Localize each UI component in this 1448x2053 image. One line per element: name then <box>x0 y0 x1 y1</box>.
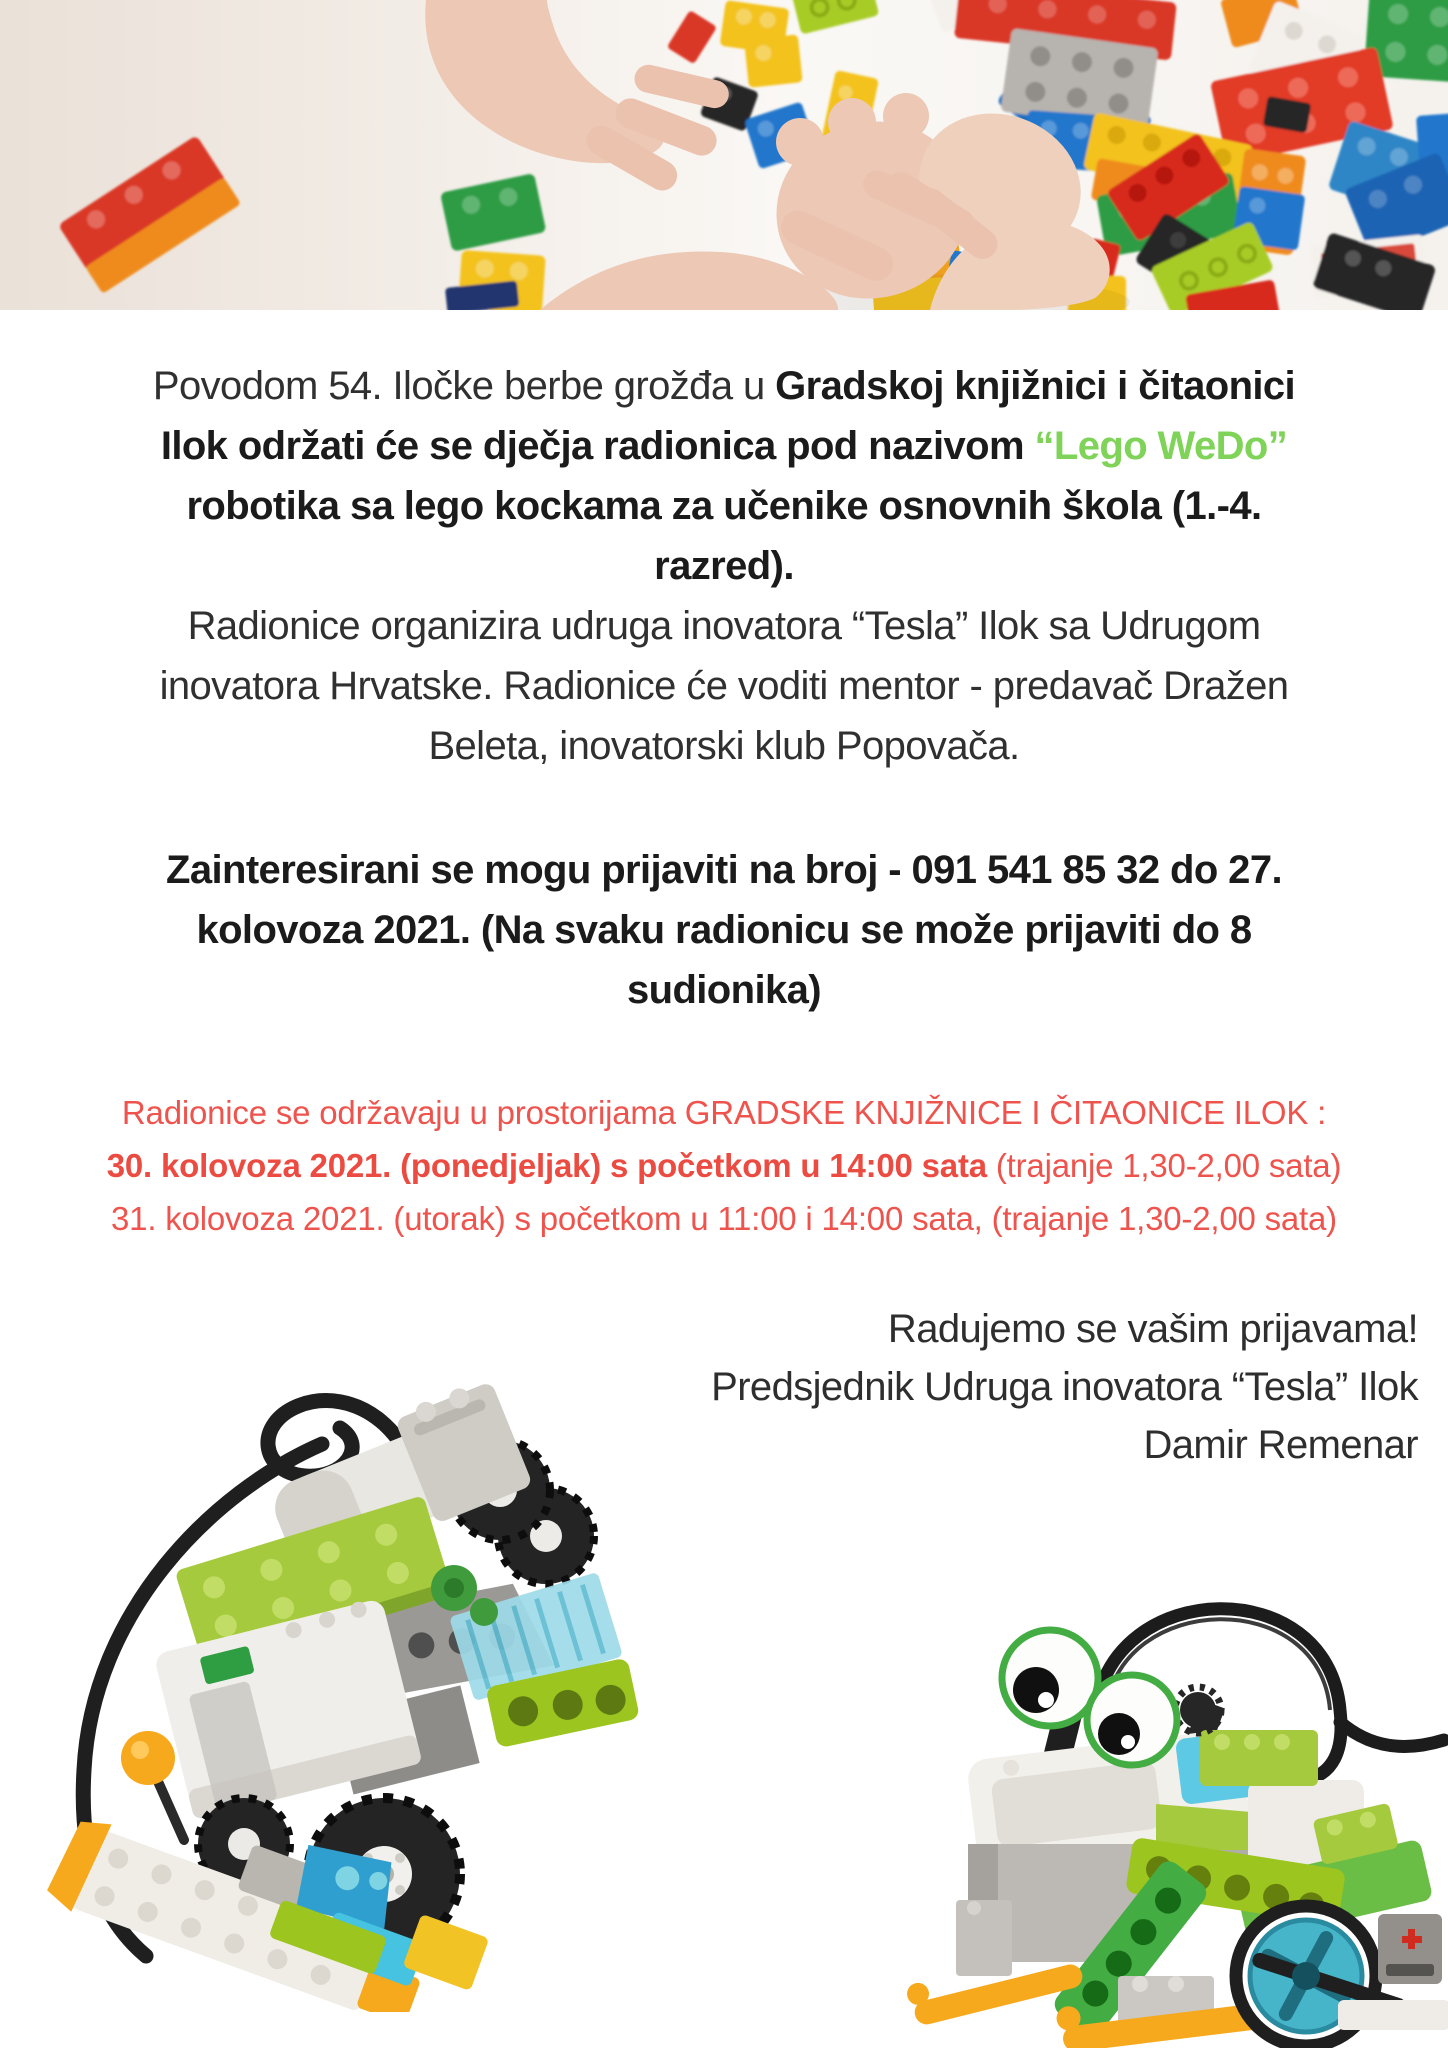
lego-robot-frog-graphic <box>900 1552 1448 2048</box>
intro-line-2-bold: Ilok održati će se dječja radionica pod nazivom <box>160 424 1035 468</box>
organizer-line-1: Radionice organizira udruga inovatora “Tesla” Ilok sa Udrugom <box>187 604 1261 648</box>
lego-wedo-highlight: “Lego WeDo” <box>1034 424 1288 468</box>
intro-line-4: razred). <box>654 544 794 588</box>
organizer-line-3: Beleta, inovatorski klub Popovača. <box>428 724 1020 768</box>
schedule-day-1-duration: (trajanje 1,30-2,00 sata) <box>986 1147 1342 1184</box>
schedule-text <box>0 1086 1448 1245</box>
closing-line-2: Predsjednik Udruga inovatora “Tesla” Ilok <box>711 1365 1418 1409</box>
lego-hands-photo-graphic <box>0 0 1448 310</box>
intro-line-1 <box>0 356 1448 416</box>
intro-line-1-bold: Gradskoj knjižnici i čitaonici <box>775 364 1296 408</box>
organizer-line-2: inovatora Hrvatske. Radionice će voditi mentor - predavač Dražen <box>159 664 1289 708</box>
signup-text <box>0 840 1448 1020</box>
intro-text <box>0 356 1448 776</box>
signup-line-2: kolovoza 2021. (Na svaku radionicu se može prijaviti do 8 <box>196 908 1252 952</box>
lego-robot-frog-photo <box>900 1552 1448 2048</box>
intro-line-2 <box>0 416 1448 476</box>
closing-signature: Damir Remenar <box>1143 1423 1418 1467</box>
lego-hands-photo <box>0 0 1448 310</box>
schedule-location-line: Radionice se održavaju u prostorijama GRADSKE KNJIŽNICE I ČITAONICE ILOK : <box>121 1094 1327 1131</box>
schedule-day-1-time: 30. kolovoza 2021. (ponedjeljak) s početkom u 14:00 sata <box>106 1147 987 1184</box>
lego-robot-rover-graphic <box>22 1372 650 2012</box>
intro-line-3: robotika sa lego kockama za učenike osnovnih škola (1.-4. <box>186 484 1262 528</box>
intro-line-1-regular: Povodom 54. Iločke berbe grožđa u <box>152 364 776 408</box>
signup-line-3: sudionika) <box>626 968 822 1012</box>
signup-line-1: Zainteresirani se mogu prijaviti na broj - 091 541 85 32 do 27. <box>166 848 1282 892</box>
schedule-day-1 <box>0 1139 1448 1192</box>
schedule-day-2: 31. kolovoza 2021. (utorak) s početkom u 11:00 i 14:00 sata, (trajanje 1,30-2,00 sata) <box>111 1200 1337 1237</box>
lego-robot-rover-photo <box>22 1372 650 2012</box>
closing-line-1: Radujemo se vašim prijavama! <box>887 1307 1418 1351</box>
